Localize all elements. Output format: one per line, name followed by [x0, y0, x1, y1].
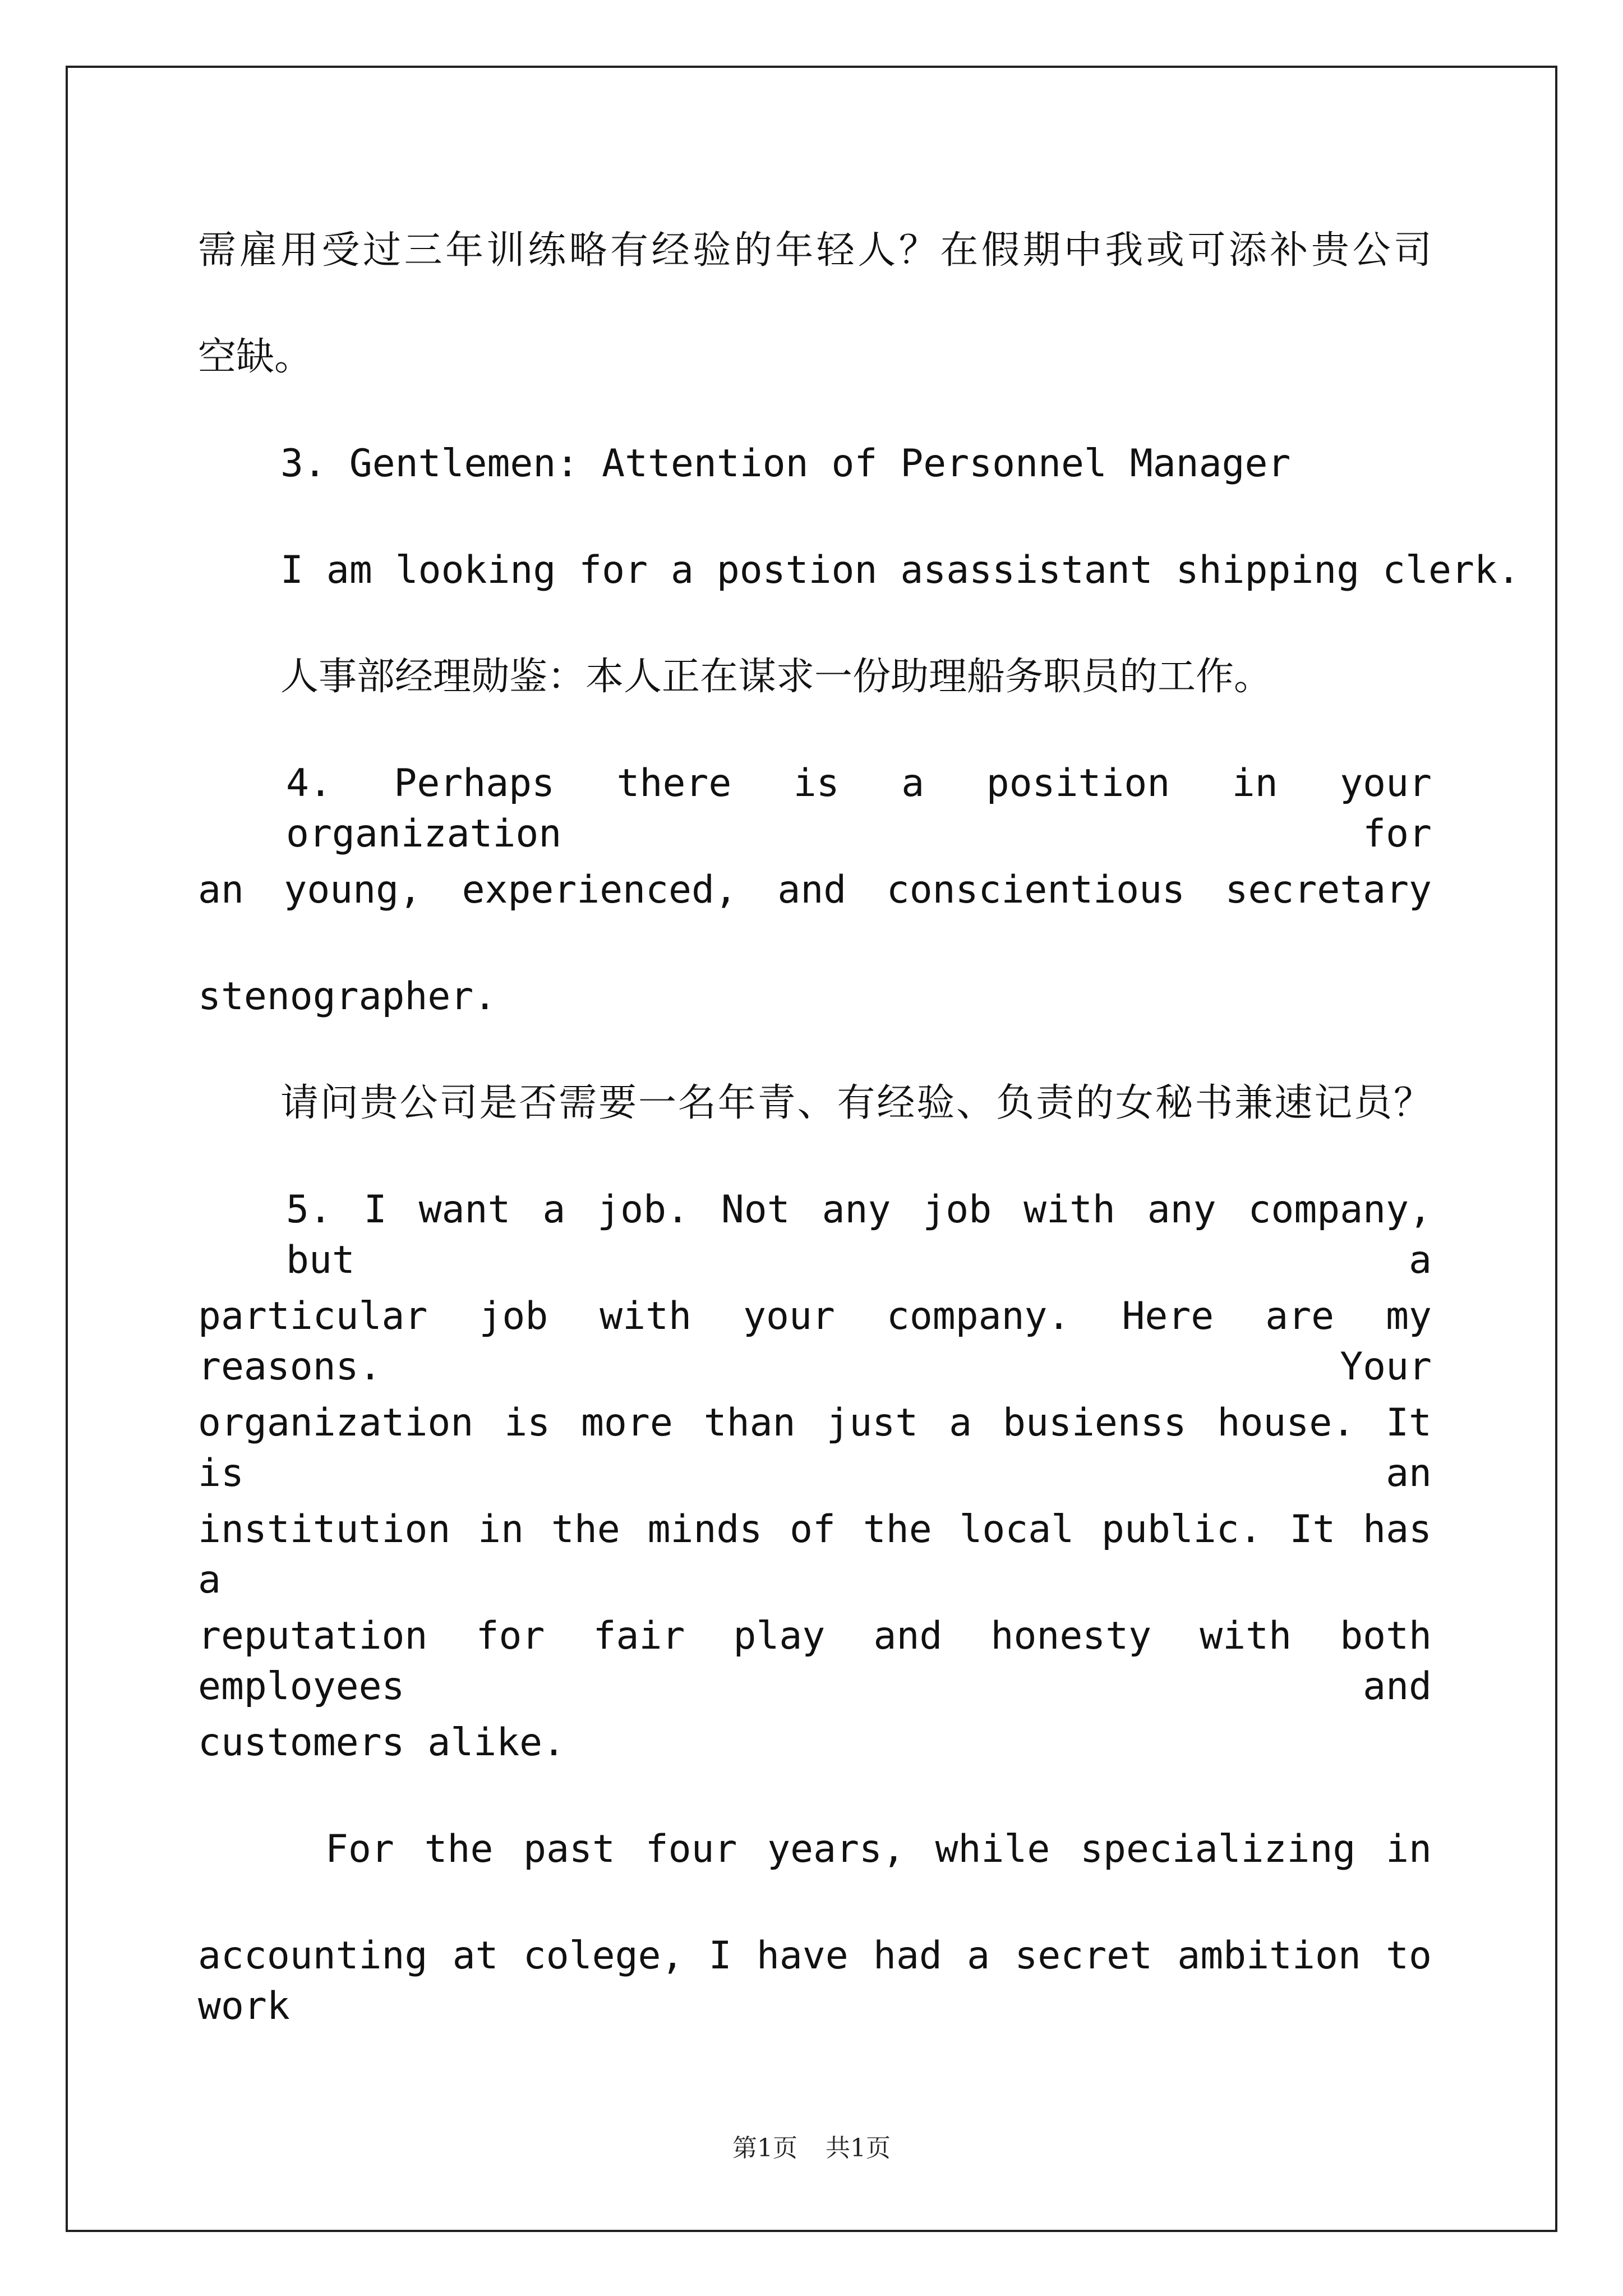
text-line-4: I am looking for a postion asassistant shipping clerk.: [280, 548, 1520, 592]
text-line-16: For the past four years, while specializing in: [325, 1827, 1432, 1871]
text-line-6: 4. Perhaps there is a position in your organization for: [286, 761, 1432, 856]
text-line-10: 5. I want a job. Not any job with any company, but a: [286, 1188, 1432, 1282]
text-line-17: accounting at colege, I have had a secret ambition to work: [198, 1934, 1432, 2028]
page-number: 第1页: [732, 2134, 797, 2162]
page-footer: [0, 2132, 1623, 2165]
text-line-12: organization is more than just a busienss house. It is an: [198, 1401, 1432, 1496]
text-line-13: institution in the minds of the local public. It has a: [198, 1507, 1432, 1602]
text-line-7: an young, experienced, and conscientious secretary: [198, 868, 1432, 912]
page-total: 共1页: [826, 2134, 891, 2162]
page-border: [66, 66, 1557, 2232]
text-line-9: 请问贵公司是否需要一名年青、有经验、负责的女秘书兼速记员？: [280, 1081, 1432, 1125]
text-line-14: reputation for fair play and honesty with both employees and: [198, 1614, 1432, 1709]
text-line-15: customers alike.: [198, 1720, 566, 1765]
text-line-8: stenographer.: [198, 974, 497, 1019]
text-line-5: 人事部经理勋鉴：本人正在谋求一份助理船务职员的工作。: [280, 655, 1272, 699]
text-line-11: particular job with your company. Here are my reasons. Your: [198, 1294, 1432, 1389]
text-line-1: 需雇用受过三年训练略有经验的年轻人？在假期中我或可添补贵公司: [198, 228, 1432, 273]
text-line-3: 3. Gentlemen: Attention of Personnel Manager: [280, 441, 1291, 486]
text-line-2: 空缺。: [198, 335, 313, 379]
